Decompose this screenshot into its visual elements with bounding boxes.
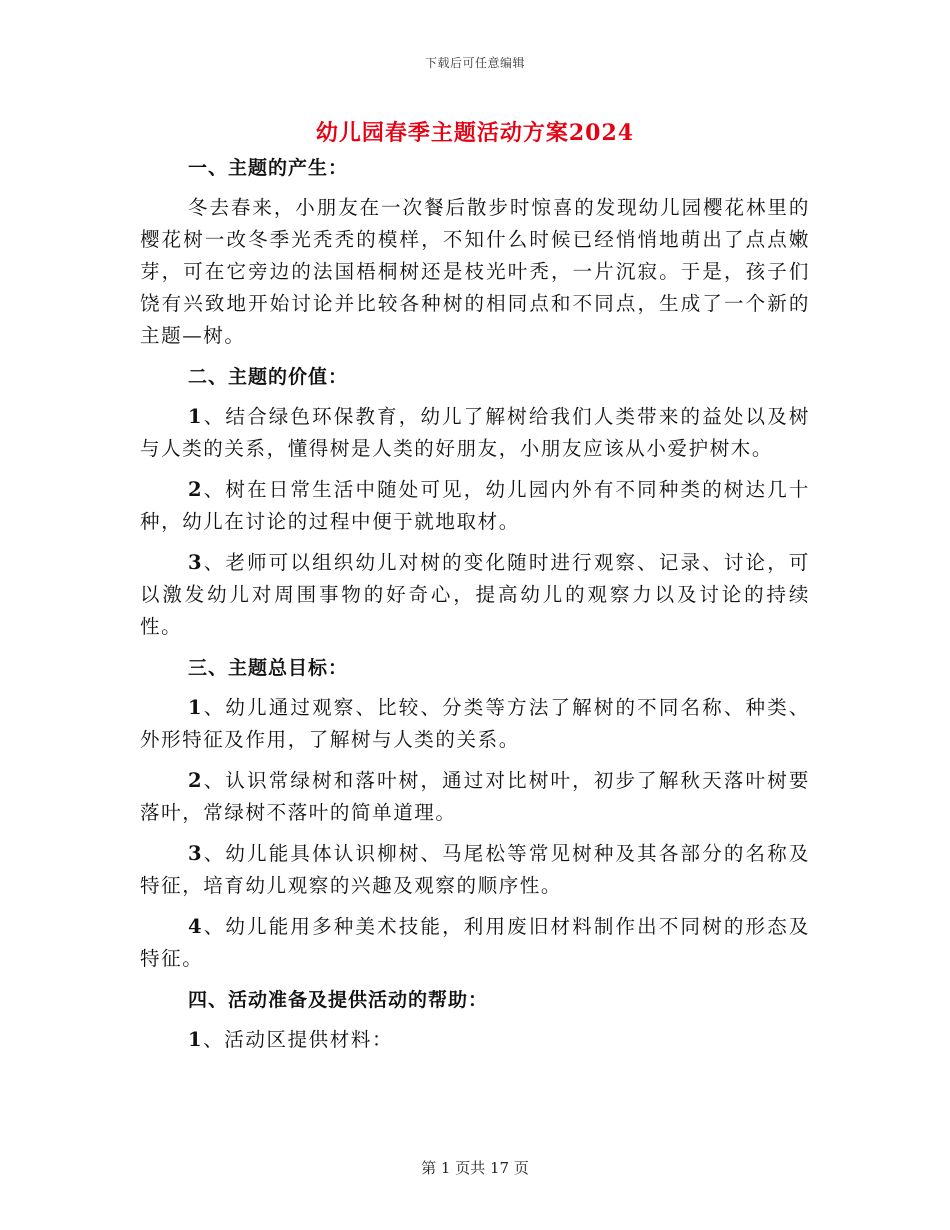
item-number: 1 xyxy=(188,1028,204,1051)
item-text: 、老师可以组织幼儿对树的变化随时进行观察、记录、讨论，可以激发幼儿对周围事物的好奇心，提高幼儿的观察力以及讨论的持续性。 xyxy=(140,551,810,638)
paragraph xyxy=(140,401,810,465)
section-heading: 四、活动准备及提供活动的帮助： xyxy=(188,989,489,1011)
item-text: 、幼儿能具体认识柳树、马尾松等常见树种及其各部分的名称及特征，培育幼儿观察的兴趣及观察的顺序性。 xyxy=(140,842,810,897)
paragraph xyxy=(140,474,810,538)
item-text: 、认识常绿树和落叶树，通过对比树叶，初步了解秋天落叶树要落叶，常绿树不落叶的简单道理。 xyxy=(140,769,810,824)
item-text: 、活动区提供材料： xyxy=(203,1028,394,1051)
item-text: 、幼儿通过观察、比较、分类等方法了解树的不同名称、种类、外形特征及作用，了解树与人类的关系。 xyxy=(140,696,810,751)
section-heading: 一、主题的产生： xyxy=(188,157,349,179)
item-text: 、树在日常生活中随处可见，幼儿园内外有不同种类的树达几十种，幼儿在讨论的过程中便于就地取材。 xyxy=(140,478,810,533)
item-number: 2 xyxy=(188,478,204,501)
paragraph xyxy=(140,765,810,829)
paragraph: 冬去春来，小朋友在一次餐后散步时惊喜的发现幼儿园樱花林里的樱花树一改冬季光秃秃的模样，不知什么时候已经悄悄地萌出了点点嫩芽，可在它旁边的法国梧桐树还是枝光叶秃，一片沉寂。于是，孩子们饶有兴致地开始讨论并比较各种树的相同点和不同点，生成了一个新的主题—树。 xyxy=(140,196,810,347)
section-topic-origin xyxy=(140,152,810,352)
document-title: 幼儿园春季主题活动方案2024 xyxy=(315,120,635,146)
paragraph xyxy=(140,1024,810,1056)
item-number: 2 xyxy=(188,769,204,792)
section-heading: 二、主题的价值： xyxy=(188,366,349,388)
item-text: 、结合绿色环保教育，幼儿了解树给我们人类带来的益处以及树与人类的关系，懂得树是人类的好朋友，小朋友应该从小爱护树木。 xyxy=(140,405,810,460)
item-number: 4 xyxy=(188,915,204,938)
item-text: 、幼儿能用多种美术技能，利用废旧材料制作出不同树的形态及特征。 xyxy=(140,915,810,970)
section-topic-value xyxy=(140,361,810,643)
item-number: 1 xyxy=(188,696,204,719)
paragraph xyxy=(140,547,810,643)
section-heading: 三、主题总目标： xyxy=(188,657,349,679)
paragraph xyxy=(140,692,810,756)
item-number: 1 xyxy=(188,405,204,428)
header-note: 下载后可任意编辑 xyxy=(424,56,525,70)
page-footer: 第 1 页共 17 页 xyxy=(421,1159,529,1177)
paragraph xyxy=(140,911,810,975)
item-number: 3 xyxy=(188,551,204,574)
document-body xyxy=(140,152,810,1065)
paragraph xyxy=(140,838,810,902)
item-number: 3 xyxy=(188,842,204,865)
section-overall-goals xyxy=(140,652,810,975)
section-activity-preparation xyxy=(140,984,810,1056)
